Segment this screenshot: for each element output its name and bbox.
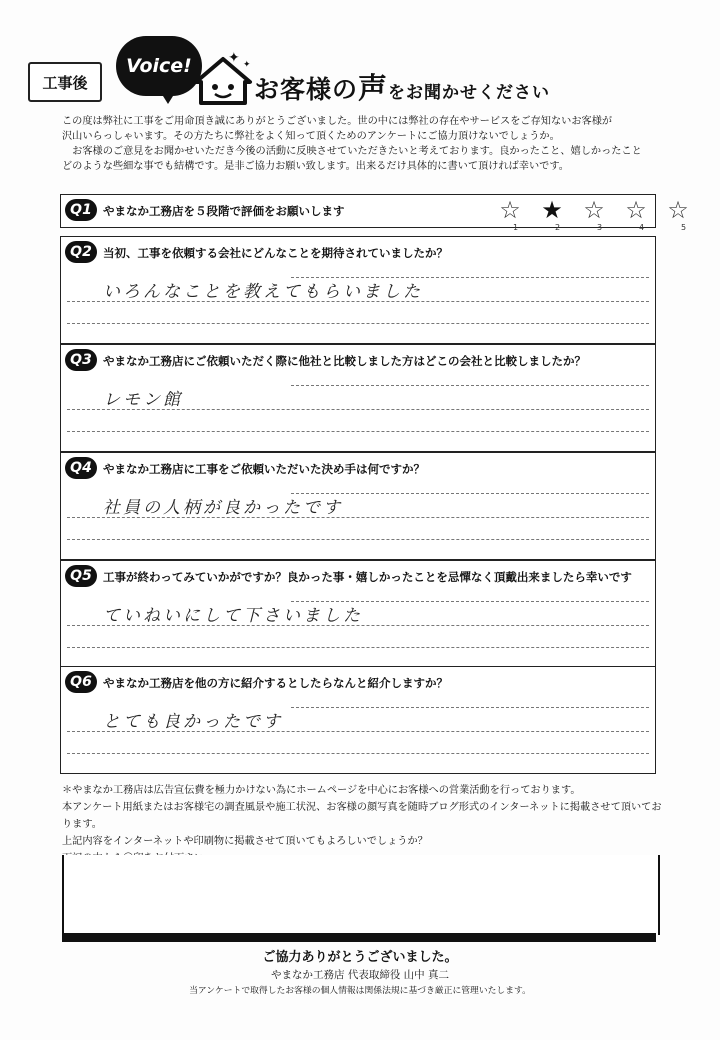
handwritten-answer[interactable]: 社員の人柄が良かったです [103, 498, 343, 518]
handwritten-answer[interactable]: いろんなことを教えてもらいました [103, 282, 423, 302]
rating-star-number: 5 [681, 223, 687, 232]
answer-line [67, 753, 649, 754]
redacted-area [62, 855, 660, 935]
question-section-q6 [60, 666, 656, 774]
question-number: Q6 [65, 671, 97, 693]
question-number: Q1 [65, 199, 97, 221]
handwritten-answer[interactable]: とても良かったです [103, 712, 283, 732]
answer-line [67, 323, 649, 324]
rating-star-icon[interactable]: ☆ 5 [667, 197, 689, 223]
voice-bubble-tail [158, 88, 178, 104]
rating-star-number: 4 [639, 223, 645, 232]
handwritten-answer[interactable]: レモン館 [103, 390, 183, 410]
question-number: Q3 [65, 349, 97, 371]
question-section-q2 [60, 236, 656, 344]
rating-star-number: 2 [555, 223, 561, 232]
question-text: やまなか工務店を他の方に紹介するとしたらなんと紹介しますか？ [103, 676, 448, 690]
answer-line [67, 431, 649, 432]
question-section-q4 [60, 452, 656, 560]
redacted-contact-bar [62, 933, 656, 942]
rating-star-icon[interactable]: ☆ 1 [499, 197, 521, 223]
rating-star-number: 3 [597, 223, 603, 232]
rating-stars [499, 196, 689, 232]
answer-line [67, 539, 649, 540]
answer-line [291, 493, 649, 494]
sparkle-icon: ✦ [243, 60, 251, 70]
privacy-note: 当アンケートで取得したお客様の個人情報は関係法規に基づき厳正に管理いたします。 [189, 986, 531, 996]
question-text: やまなか工務店に工事をご依頼いただいた決め手は何ですか？ [103, 462, 425, 476]
thanks-text: ご協力ありがとうございました。 [262, 950, 458, 965]
question-section-q3 [60, 344, 656, 452]
question-number: Q4 [65, 457, 97, 479]
question-number: Q5 [65, 565, 97, 587]
question-text: 工事が終わってみていかがですか？良かった事・嬉しかったことを忌憚なく頂戴出来ましたら幸いです [103, 570, 632, 584]
rating-star-number: 1 [513, 223, 519, 232]
question-section-q5 [60, 560, 656, 668]
handwritten-answer[interactable]: ていねいにして下さいました [103, 606, 363, 626]
question-text: やまなか工務店にご依頼いただく際に他社と比較しました方はどこの会社と比較しましたか？ [103, 354, 586, 368]
question-text: やまなか工務店を５段階で評価をお願いします [103, 204, 345, 218]
answer-line [67, 647, 649, 648]
question-number: Q2 [65, 241, 97, 263]
question-text: 当初、工事を依頼する会社にどんなことを期待されていましたか？ [103, 246, 448, 260]
page-title: お客様の声をお聞かせください [254, 71, 551, 105]
after-construction-tag: 工事後 [28, 62, 102, 102]
intro-text: この度は弊社に工事をご用命頂き誠にありがとうございました。世の中には弊社の存在やサービスをご存知ないお客様が 沢山いらっしゃいます。その方たちに弊社をよく知って頂くためのアンケートにご協力頂けないでしょうか。 お客様のご意見をお聞かせいただき今後の活動に反映させていただきたいと考えております。良かったこと、嬉しかったこと どのような些細な事でも結構です。是非ご協力お願い致します。出来るだけ具体的に書いて頂ければ幸いです。 [62, 116, 642, 172]
answer-line [291, 707, 649, 708]
rating-star-icon[interactable]: ★ 2 [541, 197, 563, 223]
sparkle-icon: ✦ [228, 50, 240, 66]
rating-star-icon[interactable]: ☆ 3 [583, 197, 605, 223]
answer-line [291, 385, 649, 386]
company-signature: やまなか工務店 代表取締役 山中 真二 [270, 969, 449, 981]
q1-rating-box [60, 194, 689, 232]
consent-notes: ＊やまなか工務店は広告宣伝費を極力かけない為にホームページを中心にお客様への営業活動を行っております。 本アンケート用紙またはお客様宅の調査風景や施工状況、お客様の顔写真を随時ブログ形式のインターネットに掲載させて頂いております。 上記内容をインターネットや印刷物に掲載させて頂いてもよろしいでしょうか？ [62, 785, 662, 847]
rating-star-icon[interactable]: ☆ 4 [625, 197, 647, 223]
voice-bubble: Voice! [116, 36, 202, 96]
